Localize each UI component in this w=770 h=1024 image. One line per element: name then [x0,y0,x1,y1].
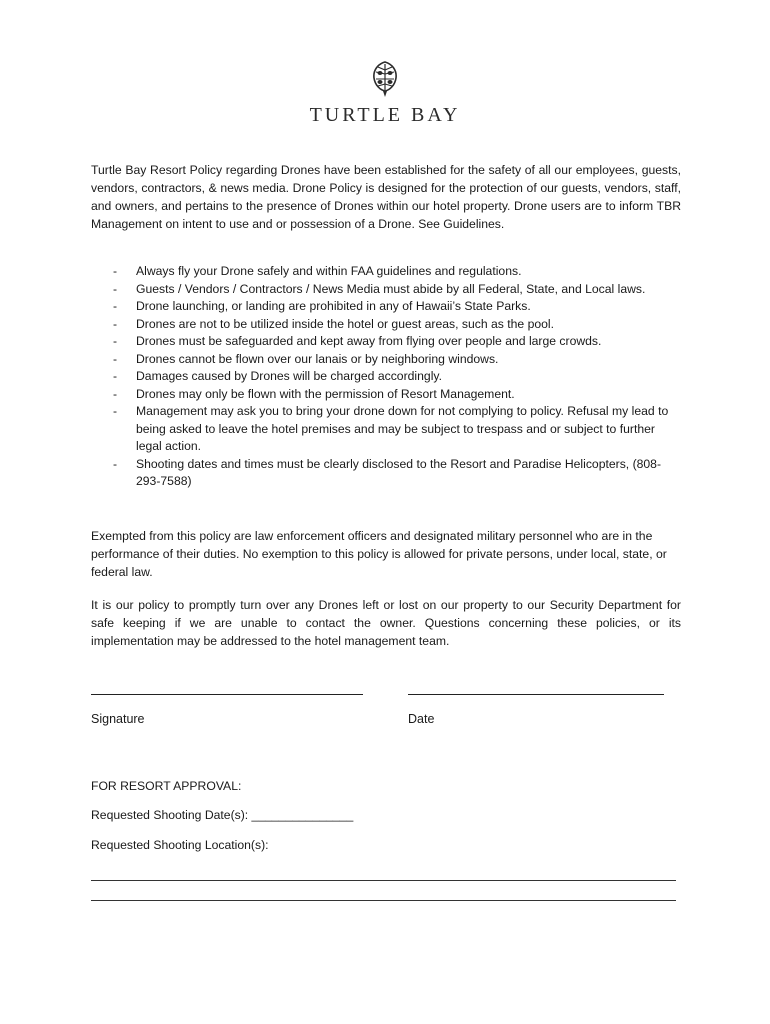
lost-property-paragraph: It is our policy to promptly turn over any Drones left or lost on our property to our Security Department for safe keeping if we are unable to contact the owner. Questions concerning these policies, or its implementation may be addressed to the hotel management team. [91,598,681,648]
logo-text: TURTLE BAY [309,104,461,126]
list-item [113,368,683,386]
guideline-text: Drones may only be flown with the permission of Resort Management. [136,386,515,401]
bullet: - [113,386,118,401]
shooting-dates-field[interactable]: Requested Shooting Date(s): _______________ [91,808,354,822]
list-item [113,456,683,491]
bullet: - [113,316,118,331]
guideline-text: Drone launching, or landing are prohibited in any of Hawaii’s State Parks. [136,299,531,313]
location-line-2[interactable] [91,900,676,901]
signature-line[interactable] [91,694,363,695]
bullet: - [113,351,118,366]
list-item [113,298,683,316]
bullet: - [113,299,118,313]
logo [0,58,770,127]
shooting-location-label: Requested Shooting Location(s): [91,838,269,852]
list-item [113,333,683,351]
guidelines-list [113,263,683,491]
list-item [113,263,683,281]
list-item [113,403,683,456]
intro-paragraph: Turtle Bay Resort Policy regarding Drones have been established for the safety of all our employees, guests, vendors, contractors, & news media. Drone Policy is designed for the protection of our guests, vendors, staff, and owners, and pertains to the presence of Drones within our hotel property. Drone users are to inform TBR Management on intent to use and or possession of a Drone. See Guidelines. [91,163,681,231]
turtle-leaf-icon [368,58,402,98]
bullet: - [113,334,118,348]
guideline-text: Always fly your Drone safely and within FAA guidelines and regulations. [136,264,522,278]
guideline-text: Management may ask you to bring your drone down for not complying to policy. Refusal my lead to being asked to leave the hotel premises and may be subject to trespass and or subject to further legal action. [136,404,669,453]
bullet: - [113,281,118,296]
list-item [113,351,683,369]
signature-label: Signature [91,712,145,726]
exemption-paragraph: Exempted from this policy are law enforcement officers and designated military personnel who are in the performance of their duties. No exemption to this policy is allowed for private persons, under local, state, or federal law. [91,529,667,579]
guideline-text: Drones cannot be flown over our lanais or by neighboring windows. [136,351,499,366]
list-item [113,316,683,334]
guideline-text: Shooting dates and times must be clearly disclosed to the Resort and Paradise Helicopters, (808-293-7588) [136,456,662,488]
guideline-text: Damages caused by Drones will be charged accordingly. [136,369,442,383]
approval-heading: FOR RESORT APPROVAL: [91,779,242,793]
bullet: - [113,369,118,383]
guideline-text: Guests / Vendors / Contractors / News Media must abide by all Federal, State, and Local laws. [136,281,646,296]
list-item [113,386,683,404]
bullet: - [113,264,118,278]
list-item [113,281,683,299]
guideline-text: Drones are not to be utilized inside the hotel or guest areas, such as the pool. [136,316,555,331]
date-line[interactable] [408,694,664,695]
bullet: - [113,404,118,418]
location-line-1[interactable] [91,880,676,881]
date-label: Date [408,712,435,726]
bullet: - [113,456,118,471]
guideline-text: Drones must be safeguarded and kept away from flying over people and large crowds. [136,334,602,348]
